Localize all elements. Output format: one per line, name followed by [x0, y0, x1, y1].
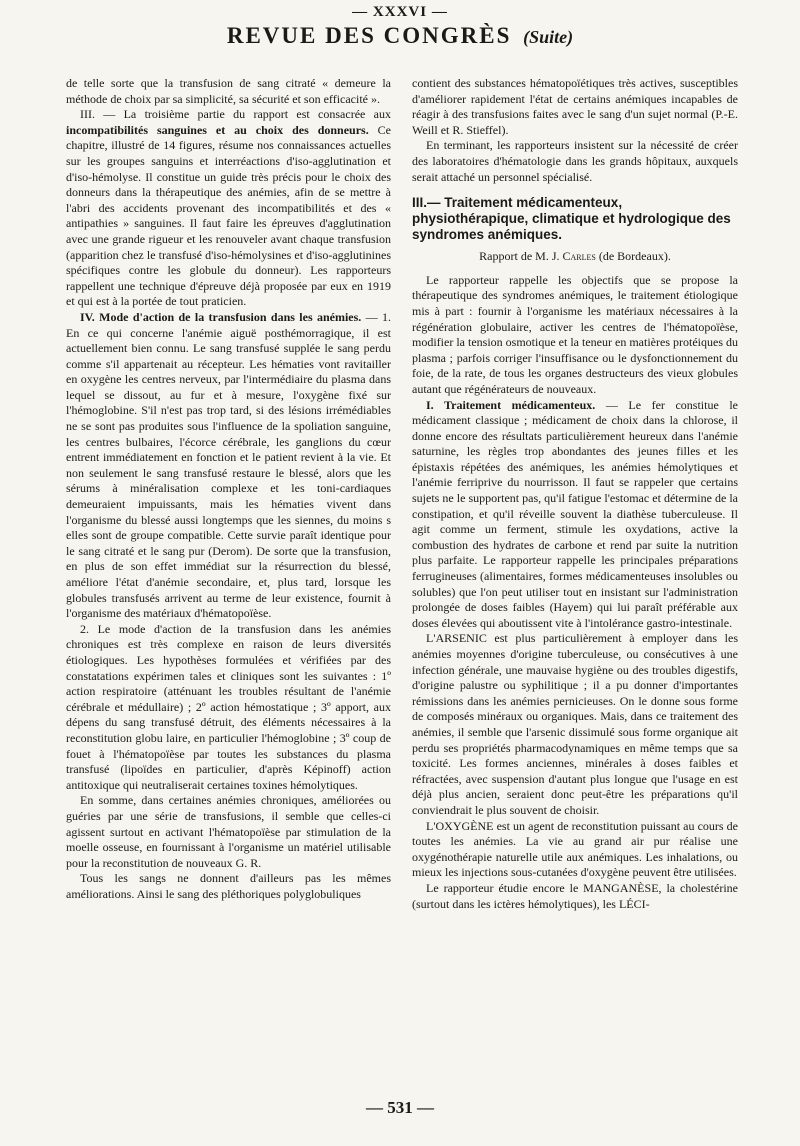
- right-paragraph-4: [412, 398, 738, 632]
- author-suffix: (de Bordeaux).: [595, 249, 671, 264]
- left-paragraph-5: En somme, dans certaines anémies chroniques, améliorées ou guéries par une série de transfusions, il semble que celles-ci agissent surtout en activant l'hématopoïèse par stimulation de la moelle osseuse, en fournissant à l'organisme un matériel utilisable pour la reconstitution de nouveaux G. R.: [66, 793, 391, 870]
- left-p3-heading: IV. Mode d'action de la transfusion dans les anémies.: [80, 309, 362, 324]
- left-paragraph-1: de telle sorte que la transfusion de sang citraté « demeure la méthode de choix par sa simplicité, sa sécurité et son efficacité ».: [66, 76, 391, 106]
- left-p2-bold: incompatibilités sanguines et au choix des donneurs.: [66, 122, 369, 137]
- right-paragraph-2: En terminant, les rapporteurs insistent sur la nécessité de créer des laboratoires d'hématologie dans les grands hôpitaux, auxquels serait attaché un personnel spécialisé.: [412, 138, 738, 184]
- right-p4-heading: I. Traitement médicamenteux.: [426, 397, 596, 412]
- right-paragraph-3: Le rapporteur rappelle les objectifs que se propose la thérapeutique des syndromes anémiques, le traitement étiologique mis à part : fournir à l'organisme les matériaux nécessaires à la régénération globulaire, activer les centres de l'hématopoïèse, modifier la tension osmotique et la teneur en matières protéiques du plasma ; parfois corriger l'insuffisance ou le dysfonctionnement du foie, de la rate, de tous les organes destructeurs des vieux globules autant que régénérateurs de nouveaux.: [412, 272, 738, 396]
- header-title: REVUE DES CONGRÈS: [226, 23, 512, 48]
- left-paragraph-3: [66, 310, 391, 622]
- right-p4-rest: — Le fer constitue le médicament classique ; médicament de choix dans la chlorose, il donne encore des résultats particulièrement heureux dans l'anémie saturnine, les règles trop abondantes des jeunes filles et les épistaxis répétées des anémiques, les anémies hémolytiques et l'anémie ferriprive du nourrisson. Il faut se rappeler que certains sujets ne le supportent pas, qu'il fatigue l'estomac et détermine de la constipation, et qu'il réveille souvent la diathèse tuberculeuse. Il agit comme un ferment, stimule les oxydations, active la combustion des hydrates de carbone et rend par suite la nutrition plus parfaite. Le rapporteur rappelle les principales préparations ferrugineuses (alimentaires, formes médicamenteuses insolubles ou solubles) que l'on peut utiliser tout en insistant sur l'administration prolongée de doses faibles (Hayem) qui lui paraît préférable aux doses élevées qui aboutissent vite à l'intolérance gastro-intestinale.: [412, 397, 738, 630]
- running-header: [0, 23, 800, 49]
- right-paragraph-6: L'OXYGÈNE est un agent de reconstitution puissant au cours de toutes les anémies. La vie au grand air pur réalise une oxygénothérapie naturelle utile aux anémiques. Les inhalations, ou mieux les injections sous-cutanées d'oxygène peuvent être utilisées.: [412, 818, 738, 880]
- left-paragraph-6: Tous les sangs ne donnent d'ailleurs pas les mêmes améliorations. Ainsi le sang des pléthoriques polyglobuliques: [66, 871, 391, 901]
- report-author: [412, 249, 738, 265]
- right-paragraph-5: L'ARSENIC est plus particulièrement à employer dans les anémies moyennes d'origine tuberculeuse, ou consécutives à une infection générale, une mauvaise hygiène ou des troubles digestifs, d'origine palustre ou syphilitique ; il a pu donner d'importantes rémissions dans les anémies pernicieuses. On le donne sous forme de composés minéraux ou organiques. Mais, dans ce traitement des anémies, il semble que l'arsenic dissimulé sous forme organique ait perdu ses propriétés pharmacodynamiques en même temps que sa toxicité. Les formes anciennes, minérales à doses faibles et réfractées, avec suspension d'autant plus longue que l'usage en est déjà plus ancien, seraient donc peut-être les préparations qu'il conviendrait le plus souvent de choisir.: [412, 631, 738, 817]
- left-p2-rest: Ce chapitre, illustré de 14 figures, résume nos connaissances actuelles sur les groupes sanguins et interréactions d'iso-agglutination et d'iso-hémolyse. Il constitue un guide très précis pour le choix des donneurs dans la thérapeutique des anémies, afin de se mettre à l'abri des accidents provenant des incompatibilités et des « antipathies » sanguines. Il faut faire les épreuves d'agglutination avec une grande rigueur et les renouveler avant chaque transfusion (apparition chez le transfusé d'iso-hémolysines et d'iso-agglutinines spécifiques contre les globule du donneur). Les rapporteurs rappellent une technique d'épreuve déjà proposée par eux en 1919 et qui est à la portée de tout praticien.: [66, 122, 391, 309]
- right-column: [412, 76, 738, 1094]
- section-heading: III.— Traitement médicamenteux, physiothérapique, climatique et hydrologique des syndromes anémiques.: [412, 195, 731, 243]
- right-paragraph-1: contient des substances hématopoïétiques très actives, susceptibles d'améliorer rapidement l'état de certains anémiques incapables de réagir à des transfusions faites avec le sang d'un sujet normal (P.-E. Weill et R. Stieffel).: [412, 76, 738, 137]
- author-prefix: Rapport de M. J.: [479, 249, 563, 264]
- roman-page-number: — XXXVI —: [352, 4, 448, 20]
- left-paragraph-2: [66, 107, 391, 310]
- left-p2-lead: III. — La troisième partie du rapport est consacrée aux: [80, 107, 391, 122]
- page-number: — 531 —: [366, 1098, 434, 1117]
- left-column: [66, 76, 391, 1094]
- header-suite: (Suite): [523, 27, 574, 47]
- left-paragraph-4: 2. Le mode d'action de la transfusion dans les anémies chroniques est très complexe en raison de leurs diversités étiologiques. Les hypothèses formulées et vérifiées par des constatations expérimen tales et cliniques sont les suivantes : 1º action respiratoire (atténuant les troubles résultant de l'anémie cérébrale et médullaire) ; 2º action hémostatique ; 3º apport, aux dépens du sang transfusé détruit, des éléments nécessaires à la reconstitution globu laire, en particulier l'hémoglobine ; 3º coup de fouet à l'hématopoïèse par toutes les substances du plasma transfusé (lipoïdes en particulier, d'après Képinoff) action antitoxique qui neutraliserait certaines toxines hémolytiques.: [66, 621, 391, 792]
- left-p3-rest: — 1. En ce qui concerne l'anémie aiguë posthémorragique, il est actuellement bien connu. Le sang transfusé supplée le sang perdu comme s'il appartenait au récepteur. Les hématies vont ravitailler en oxygène les centres nerveux, par l'intermédiaire du plasma dans lequel se dissout, au fur et à mesure, l'oxygène fixé sur l'hémoglobine. S'il n'est pas trop tard, si des lésions irrémédiables ne se sont pas produites sous l'influence de la spoliation sanguine, les centres bulbaires, l'écorce cérébrale, les ganglions du cœur entrent immédiatement en fonction et le patient revient à la vie. Et non seulement le sang transfusé restaure le blessé, alors que les sérums à minéralisation complexe et les toni-cardiaques demeuraient impuissants, mais les hématies vivent dans l'organisme du blessé aussi longtemps que les siennes, du moins s elles sont de groupe compatible. Cette survie paraît identique pour le sang citraté et le sang pur (Derom). De sorte que la transfusion, en plus de son effet immédiat sur la résurrection du blessé, améliore l'état d'anémie secondaire, et, plus tard, lorsque les globules transfusés arrivent au terme de leur existence, fournit à l'organisme des matériaux d'hématopoïèse.: [66, 309, 391, 621]
- author-name: Carles: [562, 249, 596, 264]
- right-paragraph-7: Le rapporteur étudie encore le MANGANÈSE, la cholestérine (surtout dans les ictères hémolytiques), les LÉCI-: [412, 880, 738, 911]
